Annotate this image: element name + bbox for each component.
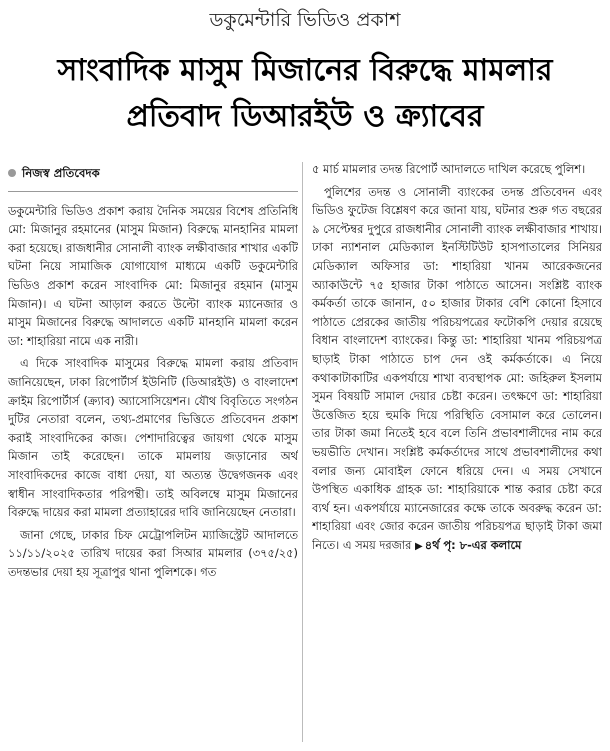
- paragraph-text: পুলিশের তদন্ত ও সোনালী ব্যাংকের তদন্ত প্রতিবেদন এবং ভিডিও ফুটেজ বিশ্লেষণ করে জানা যায়, ঘটনার শুরু গত বছরের ৯ সেপ্টেম্বর দুপুরে রাজধানীর সোনালী ব্যাংক লক্ষীবাজার শাখায়। ঢাকা ন্যাশনাল মেডিক্যাল ইনস্টিটিউট হাসপাতালের সিনিয়র মেডিক্যাল অফিসার ডা: শাহারিয়া খানম আরেকজনের অ্যাকাউন্টে ৭৫ হাজার টাকা পাঠাতে আসেন। সংশ্লিষ্ট ব্যাংক কর্মকর্তা তাকে জানান, ৫০ হাজার টাকার বেশি কোনো হিসাবে পাঠাতে প্রেরকের জাতীয় পরিচয়পত্রের ফটোকপি দেয়ার রয়েছে বিধান বাংলাদেশ ব্যাংকের। কিন্তু ডা: শাহারিয়া খানম পরিচয়পত্র ছাড়াই টাকা পাঠাতে চাপ দেন ওই কর্মকর্তাকে। এ নিয়ে কথাকাটাকাটির একপর্যায়ে শাখা ব্যবস্থাপক মো: জহিরুল ইসলাম সুমন বিষয়টি সামাল দেয়ার চেষ্টা করেন। তৎক্ষণে ডা: শাহারিয়া উত্তেজিত হয়ে হুমকি দিয়ে পরিস্থিতি বেসামাল করে তোলেন। তার টাকা জমা নিতেই হবে বলে তিনি প্রভাবশালীদের নাম করে ভয়ভীতি দেখান। সংশ্লিষ্ট কর্মকর্তাদের সাথে প্রভাবশালীদের কথা বলার জন্য মোবাইল ফোনে ধরিয়ে দেন। এ সময় সেখানে উপস্থিত একাধিক গ্রাহক ডা: শাহারিয়াকে শান্ত করার চেষ্টা করে ব্যর্থ হন। একপর্যায়ে ম্যানেজারের কক্ষে তাকে অবরুদ্ধ করেন ডা: শাহারিয়া এবং জোর করেন জাতীয় পরিচয়পত্র ছাড়াই টাকা জমা নিতে। এ সময় দরজার: [312, 184, 602, 552]
- paragraph: [312, 183, 602, 557]
- article-column-left: [8, 160, 298, 750]
- paragraph: ডকুমেন্টারি ভিডিও প্রকাশ করায় দৈনিক সময়ের বিশেষ প্রতিনিধি মো: মিজানুর রহমানের (মাসুম মিজান) বিরুদ্ধে মানহানির মামলা করা হয়েছে। রাজধানীর সোনালী ব্যাংক লক্ষীবাজার শাখার একটি ঘটনা নিয়ে সামাজিক যোগাযোগ মাধ্যমে একটি ডকুমেন্টারি ভিডিও প্রকাশ করেন সাংবাদিক মো: মিজানুর রহমান (মাসুম মিজান)। এ ঘটনা আড়াল করতে উল্টো ব্যাংক ম্যানেজার ও মাসুম মিজানের বিরুদ্ধে আদালতে একটি মানহানি মামলা করেন ডা: শাহারিয়া নামে এক নারী।: [8, 203, 298, 348]
- byline-divider: [8, 191, 298, 192]
- byline-bullet-icon: [8, 169, 16, 177]
- paragraph: ৫ মার্চ মামলার তদন্ত রিপোর্ট আদালতে দাখিল করেছে পুলিশ।: [312, 162, 586, 176]
- continuation-link[interactable]: [415, 538, 521, 552]
- byline-text: নিজস্ব প্রতিবেদক: [22, 166, 100, 180]
- paragraph: এ দিকে সাংবাদিক মাসুমের বিরুদ্ধে মামলা করায় প্রতিবাদ জানিয়েছেন, ঢাকা রিপোর্টার্স ইউনিটি (ডিআরইউ) ও বাংলাদেশ ক্রাইম রিপোর্টার্স (ক্র্যাব) অ্যাসোসিয়েশন। যৌথ বিবৃতিতে সংগঠন দুটির নেতারা বলেন, তথ্য-প্রমাণের ভিত্তিতে প্রতিবেদন প্রকাশ করাই সাংবাদিকের কাজ। পেশাদারিত্বের জায়গা থেকে মাসুম মিজান তাই করেছেন। তাকে মামলায় জড়ানোর অর্থ সাংবাদিকদের কাজে বাধা দেয়া, যা অত্যন্ত উদ্বেগজনক এবং স্বাধীন সাংবাদিকতার পরিপন্থী। তাই অবিলম্বে মাসুম মিজানের বিরুদ্ধে দায়ের করা মামলা প্রত্যাহারের দাবি জানিয়েছেন নেতারা।: [8, 356, 298, 520]
- article-column-right: [312, 160, 602, 750]
- headline-line-1: সাংবাদিক মাসুম মিজানের বিরুদ্ধে মামলার: [57, 53, 553, 88]
- triangle-marker-icon: ▶: [414, 540, 423, 552]
- headline-line-2: প্রতিবাদ ডিআরইউ ও ক্র্যাবের: [126, 99, 484, 134]
- byline: [8, 164, 298, 183]
- column-divider: [302, 162, 303, 742]
- article-kicker: ডকুমেন্টারি ভিডিও প্রকাশ: [209, 9, 401, 31]
- paragraph: জানা গেছে, ঢাকার চিফ মেট্রোপলিটন ম্যাজিস্ট্রেট আদালতে ১১/১১/২০২৫ তারিখ দায়ের করা সিআর মামলার (৩৭৫/২৫) তদন্তভার দেয়া হয় সূত্রাপুর থানা পুলিশকে। গত: [8, 527, 298, 579]
- continuation-text: ৪র্থ পৃ: ৮-এর কলামে: [424, 537, 522, 552]
